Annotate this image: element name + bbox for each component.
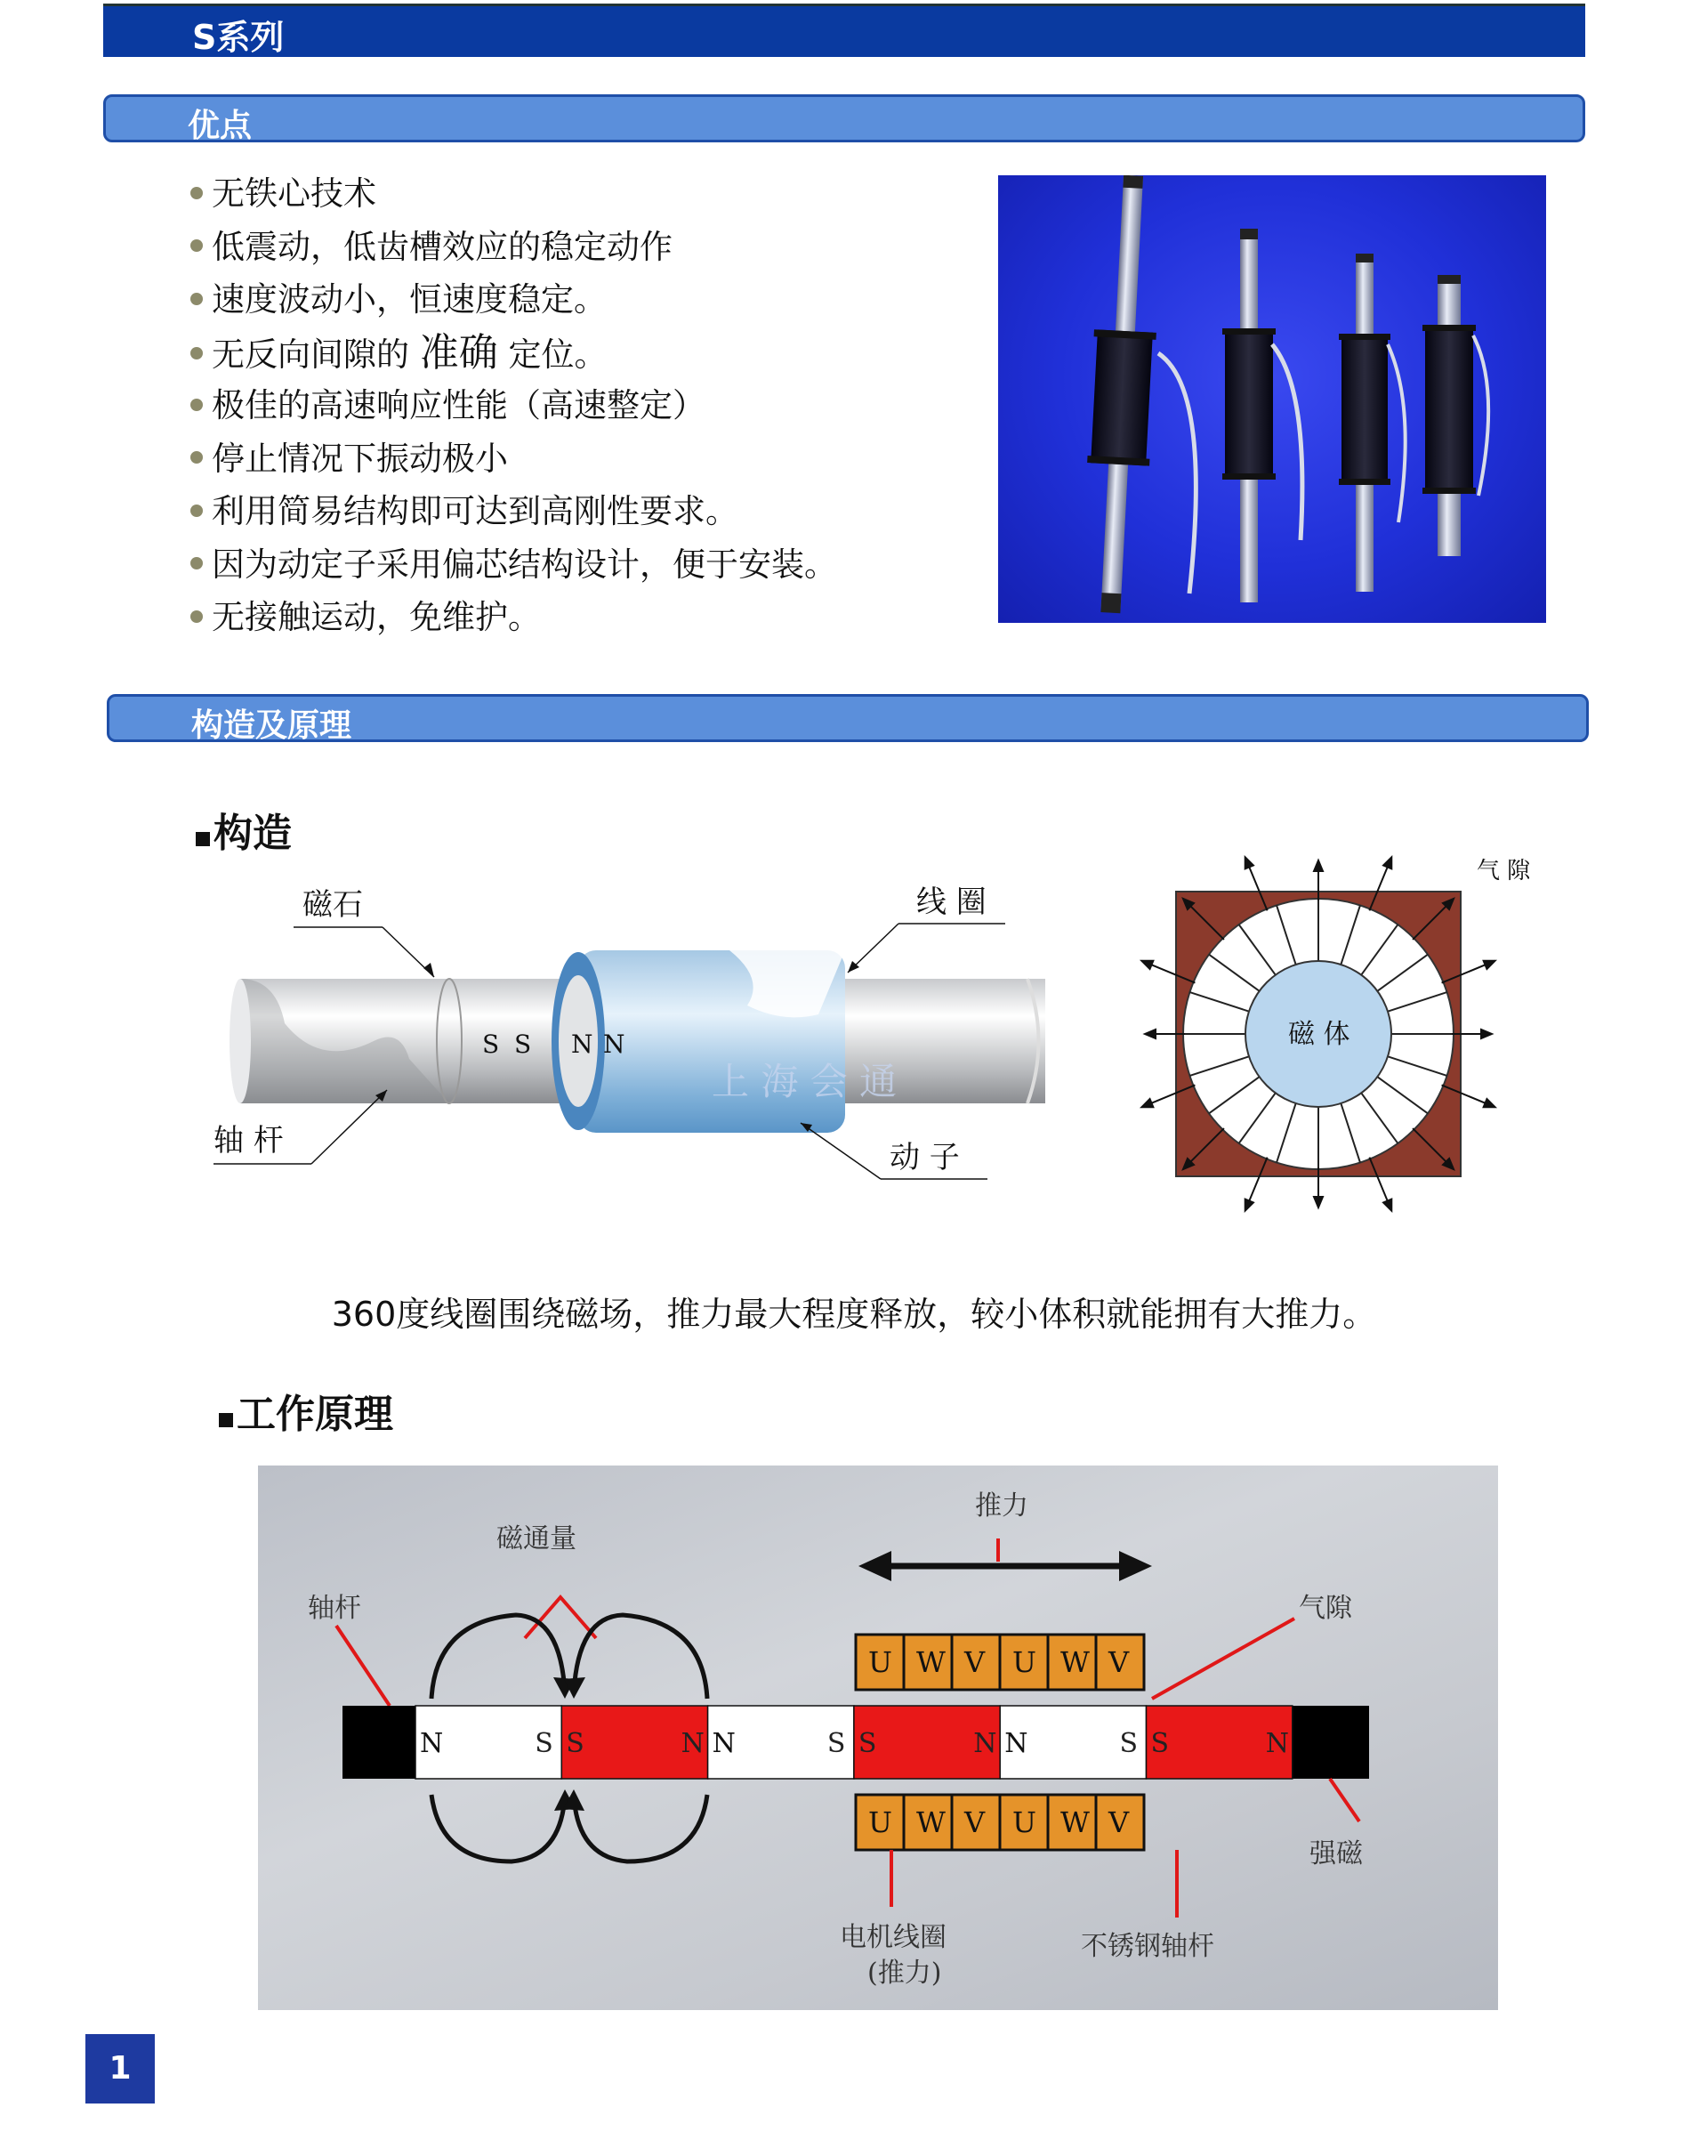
structure-principle-title: 构造及原理 [191,707,352,744]
structure-heading: 构造 [196,801,292,858]
list-item: 无接触运动，免维护。 [190,591,837,644]
list-item: 无铁心技术 [190,167,837,221]
cross-section-diagram [1094,841,1557,1223]
bullet-icon [190,187,203,199]
page-number: 1 [85,2034,155,2104]
motor-coil-label: 电机线圈 [840,1922,947,1953]
motor-coil-sub-label: (推力) [867,1958,942,1989]
series-title-bar [103,4,1585,57]
magnet-label: 磁石 [302,887,363,923]
pole-label: S [514,1030,532,1059]
arrow-head-icon [1314,860,1323,871]
series-title: S系列 [192,18,285,57]
list-item: 低震动，低齿槽效应的稳定动作 [190,221,837,274]
coil-phase-label: U [868,1805,892,1839]
magnet-pole-label: S [566,1728,584,1759]
thrust-label: 推力 [975,1490,1028,1522]
bullet-icon [190,557,203,569]
coil-phase-label: U [1012,1805,1036,1839]
magnet-pole-label: S [858,1728,877,1759]
coil-phase-label: U [1012,1645,1036,1679]
magnet-body-label: 磁 体 [1288,1019,1350,1050]
linear-motor-product-photo [998,175,1546,623]
principle-heading: 工作原理 [219,1382,393,1439]
arrow-head-icon [1383,857,1391,868]
arrow-head-icon [1245,1199,1253,1211]
list-item: 极佳的高速响应性能（高速整定） [190,379,837,432]
magnet-pole-label: N [420,1728,444,1759]
bullet-icon [190,610,203,623]
air-gap-label: 气隙 [1299,1593,1352,1624]
magnet-pole-label: N [712,1728,736,1759]
air-gap-label: 气 隙 [1477,858,1531,884]
square-bullet-icon [196,832,210,846]
arrow-head-icon [1245,857,1253,868]
mover-label: 动 子 [890,1140,960,1175]
magnet-pole-label: S [1119,1728,1139,1759]
bullet-icon [190,505,203,517]
arrow-head-icon [1484,1099,1495,1107]
list-item: 无反向间隙的 准确 定位。 [190,327,837,380]
coil-phase-label: V [1108,1805,1130,1839]
structure-principle-section-bar [107,694,1589,742]
flux-label: 磁通量 [496,1523,576,1554]
bullet-icon [190,293,203,305]
watermark: 上 海 会 通 [712,1060,898,1103]
advantages-title: 优点 [188,108,253,144]
magnet-pole-label: S [535,1728,553,1759]
arrow-head-icon [1481,1030,1492,1038]
shaft-label: 轴杆 [308,1593,361,1624]
motor-structure-diagram [196,845,1085,1183]
coil-phase-label: V [1108,1645,1130,1679]
magnet-pole-label: N [1265,1728,1290,1759]
bullet-icon [190,347,203,359]
coil-label: 线 圈 [916,884,987,920]
strong-magnet-label: 强磁 [1309,1838,1363,1869]
coil-phase-label: W [916,1645,946,1679]
magnet-pole-label: S [1150,1728,1170,1759]
magnet-pole-label: N [973,1728,997,1759]
magnet-pole-label: N [681,1728,705,1759]
arrow-head-icon [1141,961,1153,969]
pole-label: N [571,1030,593,1059]
arrow-head-icon [1383,1199,1391,1211]
magnet-pole-label: S [826,1728,846,1759]
coil-phase-label: W [1060,1645,1090,1679]
coil-phase-label: W [1060,1805,1090,1839]
working-principle-diagram [258,1466,1498,2010]
list-item: 因为动定子采用偏芯结构设计，便于安装。 [190,538,837,592]
coil-phase-label: V [964,1805,986,1839]
list-item: 停止情况下振动极小 [190,432,837,486]
stainless-shaft-label: 不锈钢轴杆 [1081,1931,1214,1962]
bullet-icon [190,451,203,464]
magnet-pole-label: N [1004,1728,1028,1759]
arrow-head-icon [1141,1099,1153,1107]
advantages-section-bar [103,94,1585,142]
coil-phase-label: U [868,1645,892,1679]
list-item: 速度波动小，恒速度稳定。 [190,273,837,327]
arrow-head-icon [1314,1197,1323,1207]
coil-phase-label: W [916,1805,946,1839]
bullet-icon [190,399,203,411]
advantages-list [190,167,837,644]
bullet-icon [190,239,203,252]
coil-phase-label: V [964,1645,986,1679]
pole-label: S [482,1030,500,1059]
structure-caption: 360度线圈围绕磁场，推力最大程度释放，较小体积就能拥有大推力。 [331,1295,1377,1334]
arrow-head-icon [1145,1030,1156,1038]
list-item: 利用简易结构即可达到高刚性要求。 [190,485,837,538]
arrow-head-icon [1484,961,1495,969]
square-bullet-icon [219,1413,233,1427]
shaft-label: 轴 杆 [214,1123,284,1159]
pole-label: N [603,1030,625,1059]
